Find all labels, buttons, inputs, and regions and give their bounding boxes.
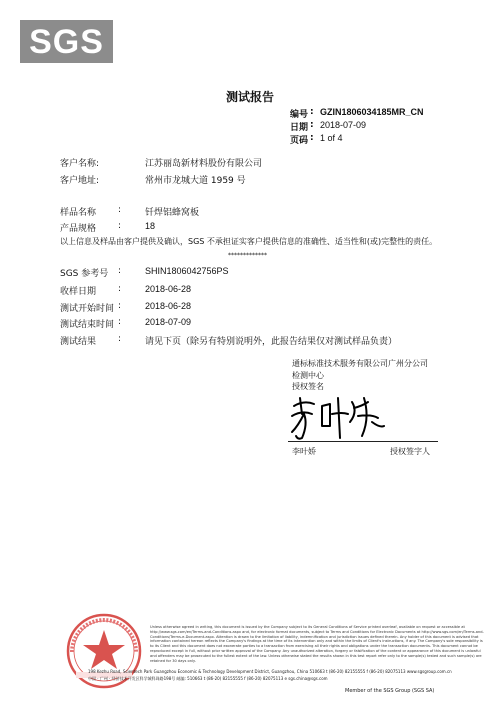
detail-ref-label: SGS 参考号 <box>60 269 109 279</box>
disclaimer-text: 以上信息及样品由客户提供及确认，SGS 不承担证实客户提供信息的准确性、适当性和(或)完整性的责任。 <box>60 237 438 246</box>
signature-company: 通标标准技术服务有限公司广州分公司 <box>292 359 428 368</box>
logo-text: SGS <box>29 23 104 61</box>
sample-name-value: 钎焊铝蜂窝板 <box>145 208 200 218</box>
footer-terms: Unless otherwise agreed in writing, this document is issued by the Company subject to its General Conditions of Service printed overleaf, available on request or accessible at http://www.sgs.com/en/Terms-and-Conditions.aspx and, for electronic format documents, subject to Terms and Conditions for Electronic Documents at http://www.sgs.com/en/Terms-and-Conditions/Terms-e-Document.aspx. Attention is drawn to the limitation of liability, indemnification and jurisdiction issues defined therein. Any holder of this document is advised that information contained hereon reflects the Company's findings at the time of its intervention only and within the limits of Client's instructions, if any. The Company's sole responsibility is to its Client and this document does not exonerate parties to a transaction from exercising all their rights and obligations under the transaction documents. This document cannot be reproduced except in full, without prior written approval of the Company. Any unauthorized alteration, forgery or falsification of the content or appearance of this document is unlawful and offenders may be prosecuted to the fullest extent of the law. Unless otherwise stated the results shown in this test report refer only to the sample(s) tested and such sample(s) are retained for 30 days only. <box>150 625 484 663</box>
meta-number-value: GZIN1806034185MR_CN <box>320 107 424 117</box>
separator-stars: ************* <box>228 252 267 259</box>
sample-spec-label: 产品规格 <box>60 224 97 234</box>
client-name-label: 客户名称: <box>60 159 100 169</box>
footer-member: Member of the SGS Group (SGS SA) <box>345 688 435 694</box>
detail-result-label: 测试结果 <box>60 337 97 347</box>
detail-ref-value: SHIN1806042756PS <box>145 266 229 276</box>
client-address-label: 客户地址: <box>60 176 100 186</box>
detail-start-label: 测试开始时间 <box>60 304 115 314</box>
meta-date-value: 2018-07-09 <box>320 120 367 130</box>
detail-result-value: 请见下页（除另有特别说明外，此报告结果仅对测试样品负责） <box>145 337 398 347</box>
detail-start-value: 2018-06-28 <box>145 301 192 311</box>
signer-name: 李叶娇 <box>292 447 316 456</box>
handwritten-signature <box>288 392 388 442</box>
footer-address-en: 198 Kezhu Road, Scientech Park Guangzhou Economic & Technology Development District, Guangzhou, China 510663 t (86-20) 82155555 f (86-20) 82075113 www.sgsgroup.com.cn <box>88 669 452 674</box>
meta-date-label: 日期 <box>290 123 309 133</box>
client-address-value: 常州市龙城大道 1959 号 <box>145 176 246 186</box>
footer-address-cn: 中国 · 广州 · 经济技术开发区科学城科珠路198号 邮编: 510663 t (86-20) 82155555 f (86-20) 82075113 e sgs.china@sgs.com <box>88 676 328 681</box>
detail-end-label: 测试结束时间 <box>60 320 115 330</box>
meta-page-label: 页码 <box>290 136 309 146</box>
sample-name-label: 样品名称 <box>60 208 97 218</box>
client-name-value: 江苏丽岛新材料股份有限公司 <box>145 159 263 169</box>
signer-title: 授权签字人 <box>390 447 430 456</box>
meta-page-value: 1 of 4 <box>320 133 343 143</box>
sgs-logo <box>20 20 113 63</box>
detail-end-value: 2018-07-09 <box>145 317 192 327</box>
sample-spec-value: 18 <box>145 221 156 231</box>
signature-auth-label: 授权签名 <box>292 382 324 391</box>
meta-number-label: 编号 <box>290 110 309 120</box>
signature-line <box>288 441 438 442</box>
signature-dept: 检测中心 <box>292 371 324 380</box>
detail-received-value: 2018-06-28 <box>145 284 192 294</box>
detail-received-label: 收样日期 <box>60 287 97 297</box>
report-title: 测试报告 <box>225 90 274 104</box>
